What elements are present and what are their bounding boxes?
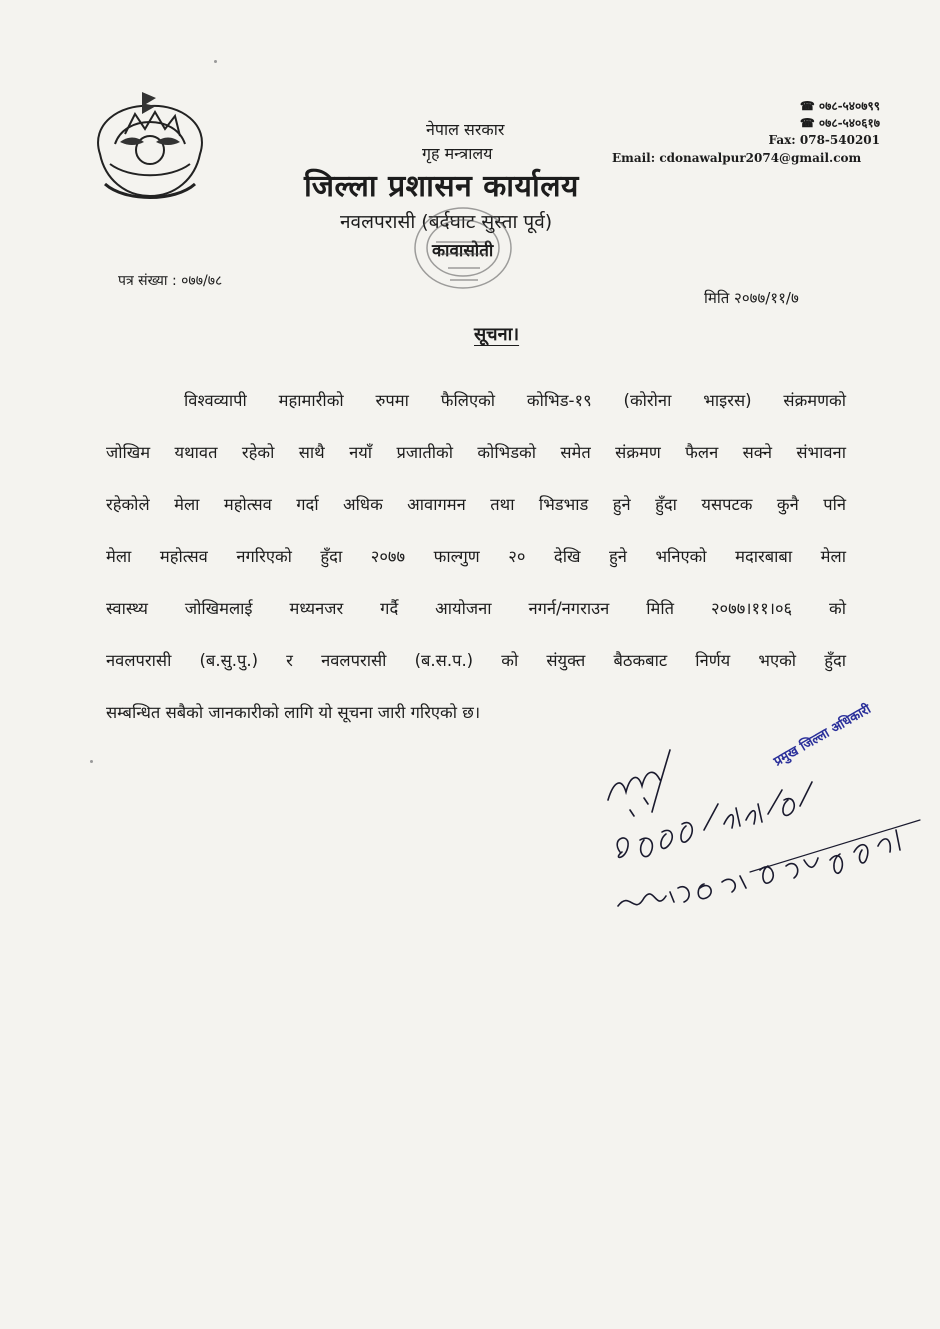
- notice-line-text: विश्वव्यापी महामारीको रुपमा फैलिएको कोभिड-१९ (कोरोना भाइरस) संक्रमणको: [184, 391, 846, 410]
- handwritten-signature: [600, 720, 930, 920]
- phone-icon: ☎: [799, 99, 815, 113]
- notice-line: रहेकोले मेला महोत्सव गर्दा अधिक आवागमन तथा भिडभाड हुने हुँदा यसपटक कुनै पनि: [106, 495, 846, 514]
- letter-number: पत्र संख्या : ०७७/७८: [118, 273, 223, 289]
- notice-heading: सूचना।: [474, 324, 520, 345]
- designation-stamp: प्रमुख जिल्ला अधिकारी: [771, 701, 874, 770]
- scan-speck: [90, 760, 93, 763]
- phone-row-2: [768, 115, 880, 132]
- phone-icon: ☎: [799, 116, 815, 130]
- notice-line: जोखिम यथावत रहेको साथै नयाँ प्रजातीको कोभिडको समेत संक्रमण फैलन सक्ने संभावना: [106, 443, 846, 462]
- contact-block: [768, 98, 880, 149]
- phone-row-1: [768, 98, 880, 115]
- notice-line: सम्बन्धित सबैको जानकारीको लागि यो सूचना जारी गरिएको छ।: [106, 703, 481, 722]
- district-name: नवलपरासी (बर्दघाट सुस्ता पूर्व): [340, 211, 553, 233]
- phone-number-2: ०७८-५४०६१७: [818, 116, 880, 130]
- scan-speck: [214, 60, 217, 63]
- notice-line: [106, 375, 846, 427]
- notice-line: मेला महोत्सव नगरिएको हुँदा २०७७ फाल्गुण २० देखि हुने भनिएको मदारबाबा मेला: [106, 547, 846, 566]
- email-address: Email: cdonawalpur2074@gmail.com: [612, 151, 862, 165]
- place-name: कावासोती: [432, 241, 494, 261]
- phone-number-1: ०७८-५४०७९९: [818, 99, 880, 113]
- fax-number: Fax: 078-540201: [768, 133, 880, 147]
- letter-date: मिति २०७७/११/७: [704, 289, 799, 307]
- notice-body: [106, 375, 846, 739]
- office-title: जिल्ला प्रशासन कार्यालय: [304, 169, 579, 204]
- nepal-emblem-icon: [80, 84, 220, 214]
- government-name: नेपाल सरकार: [426, 120, 505, 139]
- office-seal-stamp: [398, 196, 528, 306]
- notice-line: नवलपरासी (ब.सु.पु.) र नवलपरासी (ब.स.प.) को संयुक्त बैठकबाट निर्णय भएको हुँदा: [106, 651, 846, 670]
- notice-line: स्वास्थ्य जोखिमलाई मध्यनजर गर्दै आयोजना नगर्न/नगराउन मिति २०७७।११।०६ को: [106, 599, 846, 618]
- fax-row: [768, 132, 880, 149]
- ministry-name: गृह मन्त्रालय: [422, 144, 493, 163]
